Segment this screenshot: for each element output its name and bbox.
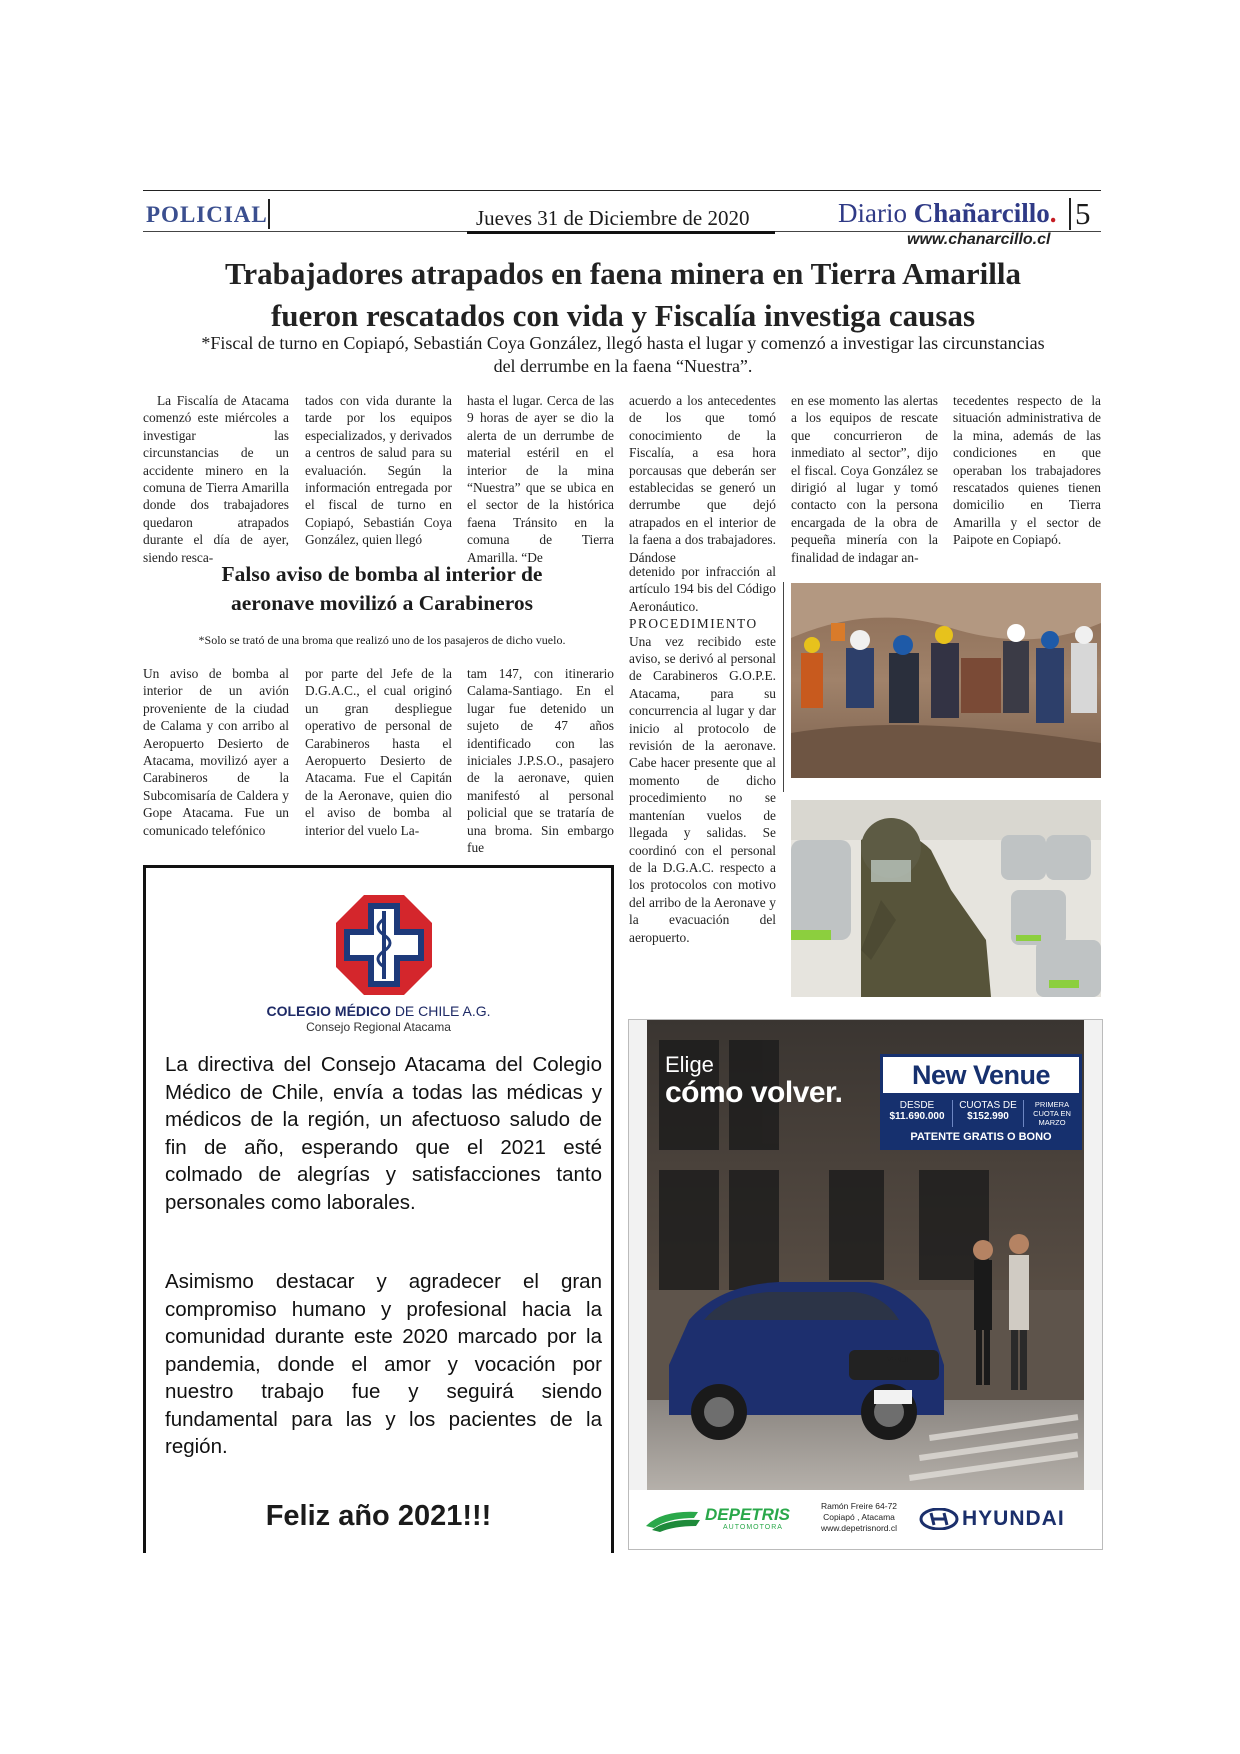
article1-deck (143, 332, 1103, 378)
patente-offer: PATENTE GRATIS O BONO (910, 1131, 1052, 1143)
headline-line: aeronave movilizó a Carabineros (231, 591, 533, 615)
column-text: Un aviso de bomba al interior de un avión proveniente de la ciudad de Calama y con arribo al Aeropuerto Desierto de Atacama, movilizó ayer a Carabineros de la Subcomisaría de Caldera y Gope Atacama. Fue un comunicado telefónico (143, 666, 289, 838)
price-desde (882, 1100, 953, 1127)
column-text: Una vez recibido este aviso, se derivó al personal de Carabineros G.O.P.E. Atacama, para su concurrencia al lugar y dar inicio al protocolo de revisión de la aeronave. Cabe hacer presente que al momento de dicho procedimiento no se mantenían vuelos de llegada y salidas. Se coordinó con el personal de la D.G.A.C. respecto a los protocolos con motivo del arribo de la Aeronave y la evacuación del aeropuerto. (629, 633, 776, 945)
caduceus-icon (334, 893, 434, 997)
article2-headline (143, 560, 621, 618)
section-divider (268, 199, 270, 229)
dealer-footer (629, 1490, 1102, 1549)
column-text: La Fiscalía de Atacama comenzó este miércoles a investigar las circunstancias de un accidente minero en la comuna de Tierra Amarilla donde dos trabajadores quedaron atrapados durante el día de ayer, siendo resca- (143, 393, 289, 565)
price-value: $152.990 (967, 1111, 1009, 1122)
org-name-rest: DE CHILE A.G. (394, 1003, 491, 1019)
address-line: Copiapó , Atacama (823, 1512, 895, 1522)
brand-dot: . (1049, 198, 1057, 228)
dealer-sub: AUTOMOTORA (723, 1524, 783, 1531)
colegio-medico-logo (334, 893, 434, 997)
article2-column-2 (305, 665, 452, 839)
newspaper-brand (838, 198, 1057, 229)
price-label: DESDE (899, 1100, 935, 1111)
column-text: por parte del Jefe de la D.G.A.C., el cual originó un gran despliegue operativo de personal de Carabineros hasta el Aeropuerto Desierto de Atacama. Fue el Capitán de la Aeronave, quien dio el aviso de bomba al interior del vuelo La- (305, 666, 452, 838)
first-payment-note: PRIMERA CUOTA EN MARZO (1033, 1100, 1071, 1127)
column-text: acuerdo a los antecedentes de los que tomó conocimiento de la Fiscalía, a esa hora porcausas que deberán ser establecidas se generó un derrumbe que dejó atrapados en el interior de la faena a dos trabajadores. Dándose (629, 393, 776, 565)
model-name: New Venue (883, 1057, 1079, 1093)
column-text: hasta el lugar. Cerca de las 9 horas de ayer se dio la alerta de un derrumbe de material estéril en el interior de la mina “Nuestra” que se ubica en el sector de la histórica faena Tránsito en la comuna de Tierra Amarilla. “De (467, 393, 614, 565)
column-text: tecedentes respecto de la situación administrativa de la mina, además de las condiciones en que operaban los trabajadores rescatados quienes tienen domicilio en Tierra Amarilla y el sector de Paipote en Copiapó. (953, 393, 1101, 548)
aircraft-inspection-photo (791, 800, 1101, 997)
dealer-address (814, 1501, 904, 1534)
article2-column-4 (629, 563, 776, 946)
article2-column-3 (467, 665, 614, 856)
hyundai-brand: HYUNDAI (962, 1507, 1065, 1530)
column-text: tam 147, con itinerario Calama-Santiago. En el lugar fue detenido un sujeto de 47 años identificado con las iniciales J.P.S.O., pasajero de la aeronave, quien manifestó al personal policial que se trataría de una broma. Sin embargo fue (467, 666, 614, 856)
article1-column-3 (467, 392, 614, 566)
headline-line: Falso aviso de bomba al interior de (221, 562, 543, 586)
brand-bold: Chañarcillo (913, 198, 1050, 228)
mine-rescue-photo (791, 583, 1101, 778)
ad-paragraph-1: La directiva del Consejo Atacama del Colegio Médico de Chile, envía a todas las médicas y médicos de la región, un afectuoso saludo de fin de año, esperando que el 2021 esté colmado de alegrías y satisfacciones tanto personales como laborales. (165, 1053, 602, 1214)
org-subtitle: Consejo Regional Atacama (306, 1020, 451, 1034)
tagline-elige: Elige (665, 1052, 714, 1077)
deck-line: *Fiscal de turno en Copiapó, Sebastián Coya González, llegó hasta el lugar y comenzó a investigar las circunstancias (201, 333, 1045, 353)
dealer-website[interactable]: www.depetrisnord.cl (820, 1523, 898, 1533)
column-text: detenido por infracción al artículo 194 bis del Código Aeronáutico. (629, 564, 776, 614)
website-url[interactable]: www.chanarcillo.cl (907, 231, 1051, 248)
date-underline (467, 231, 775, 234)
page-number: 5 (1075, 196, 1091, 231)
article2-deck: *Solo se trató de una broma que realizó uno de los pasajeros de dicho vuelo. (198, 633, 566, 647)
article1-column-5 (791, 392, 938, 566)
hyundai-logo-icon (919, 1508, 959, 1530)
ad-paragraph-2: Asimismo destacar y agradecer el gran compromiso humano y profesional hacia la comunidad durante este 2020 marcado por la pandemia, donde el amor y vocación por nuestro trabajo fue y seguirá siendo fundamental para las y los pacientes de la región. (165, 1270, 602, 1458)
article1-column-4 (629, 392, 776, 566)
price-cuotas (953, 1100, 1024, 1127)
procedure-subhead: PROCEDIMIENTO (629, 616, 758, 632)
new-year-greeting: Feliz año 2021!!! (265, 1500, 492, 1532)
address-line: Ramón Freire 64-72 (820, 1501, 898, 1511)
depetris-logo-icon (644, 1506, 702, 1532)
page-divider (1069, 198, 1071, 230)
dealer-name: DEPETRIS (705, 1505, 791, 1524)
org-name-bold: COLEGIO MÉDICO (266, 1003, 391, 1019)
mine-rescue-image (791, 583, 1101, 778)
headline-line: Trabajadores atrapados en faena minera en Tierra Amarilla (225, 256, 1021, 291)
article1-headline (143, 253, 1103, 337)
article1-column-2 (305, 392, 452, 549)
article1-column-6 (953, 392, 1101, 549)
org-name (146, 1003, 611, 1019)
column-rule (783, 582, 784, 792)
column-text: en ese momento las alertas a los equipos de rescate que concurrieron de inmediato al sector”, dijo el fiscal. Coya González se dirigió al lugar y tomó contacto con la persona encargada de la obra de pequeña minería con la finalidad de indagar an- (791, 393, 938, 565)
headline-line: fueron rescatados con vida y Fiscalía investiga causas (270, 298, 976, 333)
tagline-como-volver: cómo volver. (665, 1076, 843, 1109)
column-text: tados con vida durante la tarde por los equipos especializados, y derivados a centros de salud para su evaluación. Según la información entregada por el fiscal de turno en Copiapó, Sebastián Coya González, quien llegó (305, 393, 452, 548)
article1-column-1 (143, 392, 289, 566)
aircraft-inspection-image (791, 800, 1101, 997)
deck-line: del derrumbe en la faena “Nuestra”. (493, 356, 753, 376)
section-label: POLICIAL (146, 202, 268, 227)
issue-date: Jueves 31 de Diciembre de 2020 (476, 206, 750, 230)
price-label: CUOTAS DE (959, 1100, 1017, 1111)
hyundai-venue-ad[interactable] (628, 1019, 1103, 1550)
license-plate: VENUE (887, 1357, 912, 1364)
price-value: $11.690.000 (889, 1111, 945, 1122)
brand-plain: Diario (838, 198, 907, 228)
medical-association-ad (143, 865, 614, 1553)
header-top-rule (143, 190, 1101, 191)
article2-column-1 (143, 665, 289, 839)
price-panel (880, 1054, 1082, 1150)
